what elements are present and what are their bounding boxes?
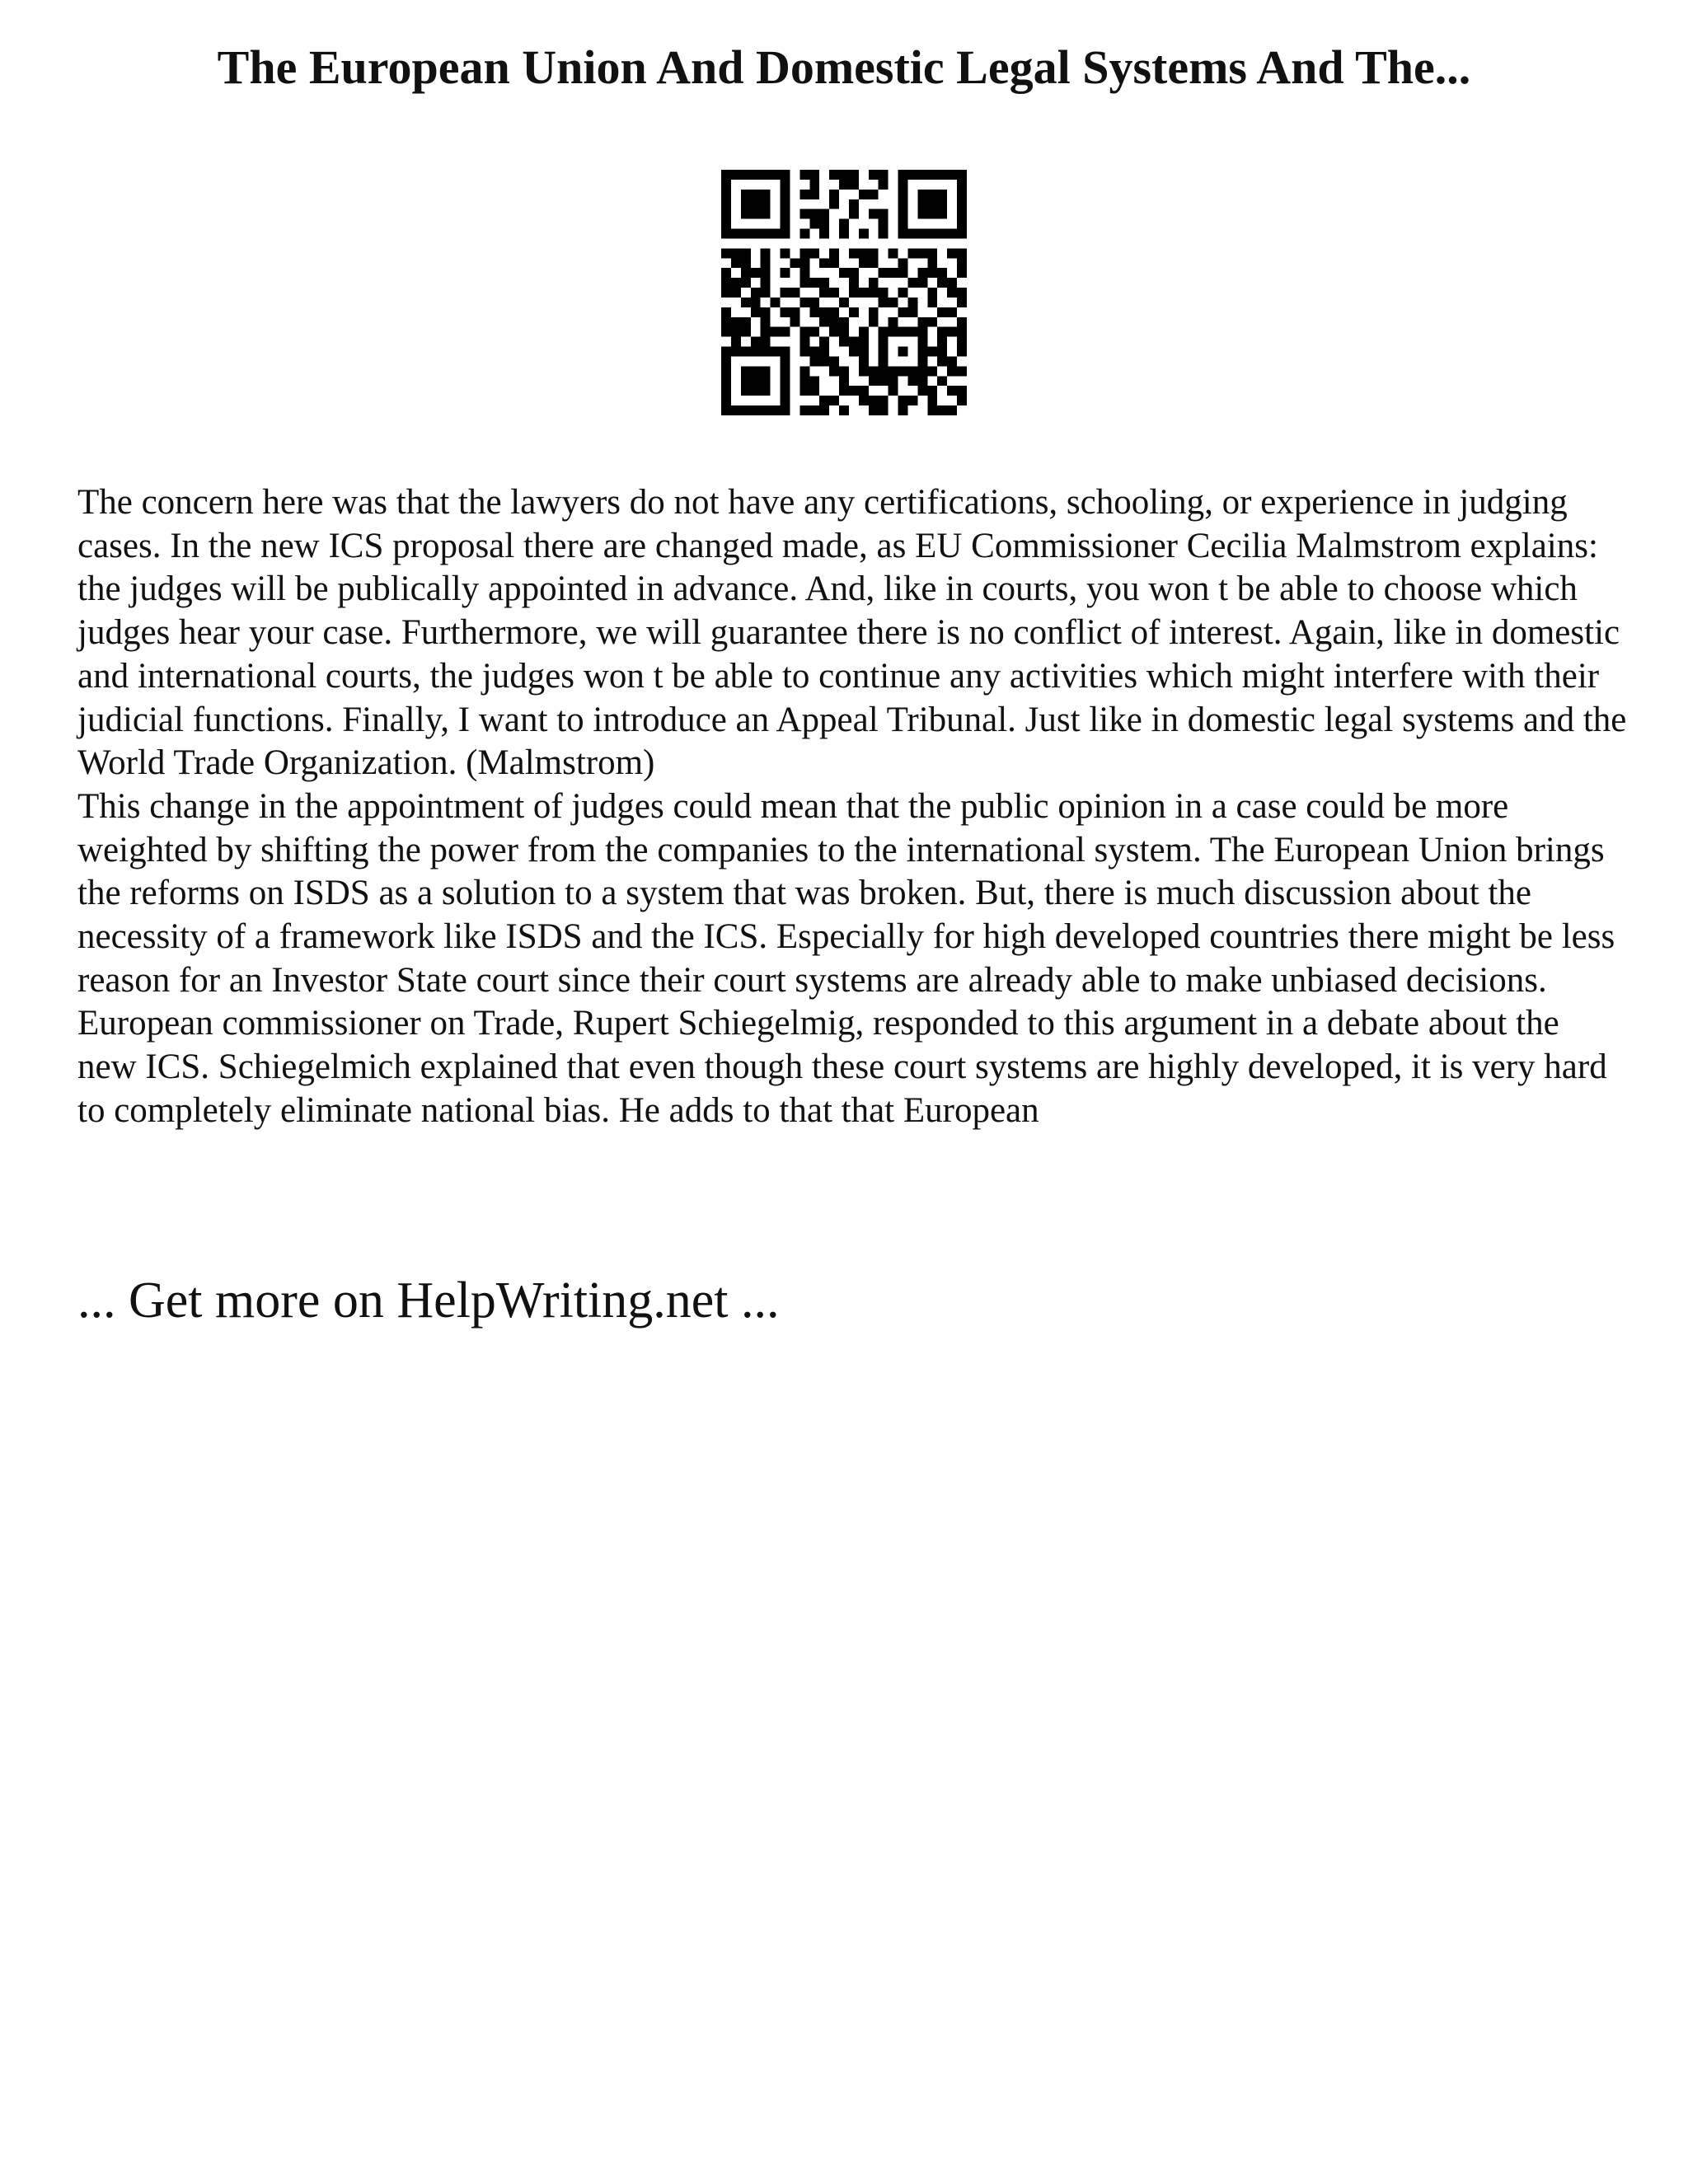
body-paragraph: The concern here was that the lawyers do not have any certifications, schooling, or experience in judging cases. In the new ICS proposal there are changed made, as EU Commissioner Cecilia Malmstrom explains: [77,483,1598,565]
qr-code-icon [721,170,967,415]
quote-paragraph: the judges will be publically appointed in advance. And, like in courts, you won t be able to choose which judges hear your case. Furthermore, we will guarantee there is no conflict of interest. Again, like in domestic and international courts, the judges won t be able to continue any activities which might interfere with their judicial functions. Finally, I want to introduce an Appeal Tribunal. Just like in domestic legal systems and the World Trade Organization. (Malmstrom) [77,569,1627,783]
body-paragraph: This change in the appointment of judges could mean that the public opinion in a case could be more weighted by shifting the power from the companies to the international system. The European Union brings the reforms on ISDS as a solution to a system that was broken. But, there is much discussion about the necessity of a framework like ISDS and the ICS. Especially for high developed countries there might be less reason for an Investor State court since their court systems are already able to make unbiased decisions. European commissioner on Trade, Rupert Schiegelmig, responded to this argument in a debate about the new ICS. Schiegelmich explained that even though these court systems are highly developed, it is very hard to completely eliminate national bias. He adds to that that European [77,786,1615,1130]
article-body [77,481,1627,1133]
get-more-link[interactable]: ... Get more on HelpWriting.net ... [77,1272,780,1329]
page-title: The European Union And Domestic Legal Systems And The... [217,40,1471,94]
